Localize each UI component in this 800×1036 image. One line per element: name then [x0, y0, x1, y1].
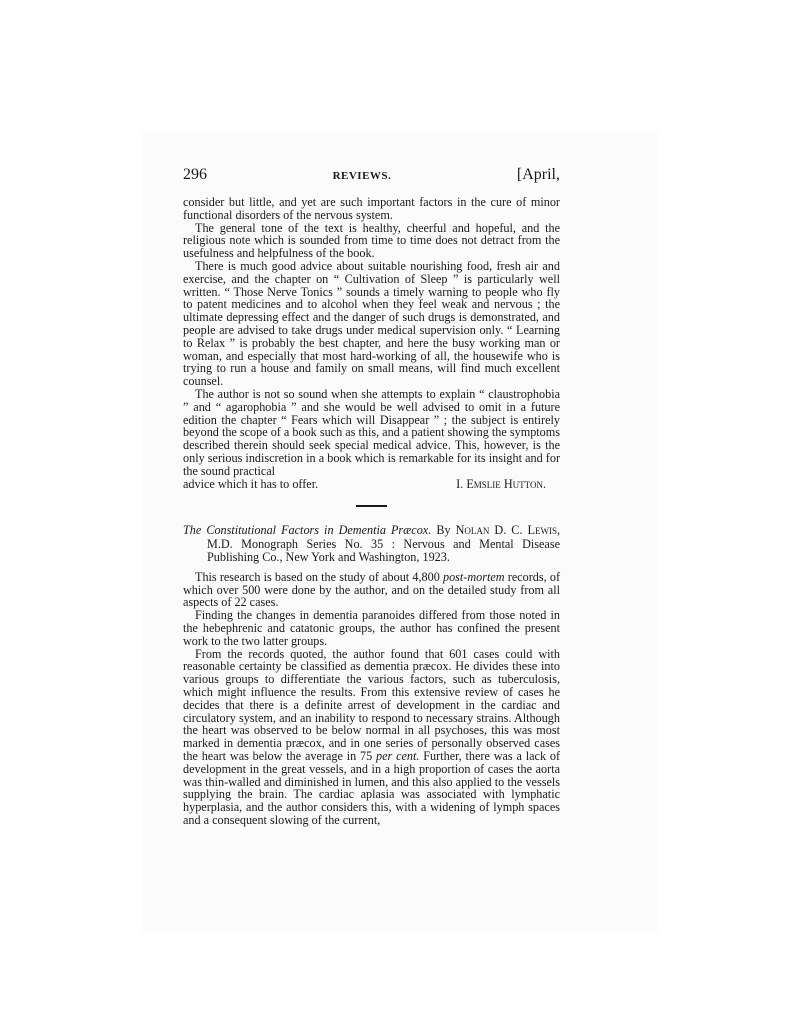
review2-p1-italic: post-mortem — [442, 569, 505, 584]
review1-paragraph-4: The author is not so sound when she attempts to explain “ claustrophobia ” and “ agarophobia ” and she would be well advised to omit in a future edition the chapter “ Fears which will Disappear ” ; the subject is entirely beyond the scope of a book such as this, and a patient showing the symptoms described therein should seek special medical advice. This, however, is the only serious indiscretion in a book which is remarkable for its insight and for the sound practical — [183, 386, 560, 478]
review2-paragraph-2: Finding the changes in dementia paranoides differed from those noted in the hebephrenic and catatonic groups, the author has confined the present work to the two latter groups. — [183, 608, 560, 648]
issue-month: [April, — [516, 166, 560, 183]
review2-author: Nolan D. C. Lewis — [455, 523, 557, 538]
page-number: 296 — [183, 166, 207, 183]
review1-paragraph-1: consider but little, and yet are such important factors in the cure of minor functional disorders of the nervous system. — [183, 195, 560, 222]
review1-paragraph-3: There is much good advice about suitable nourishing food, fresh air and exercise, and the chapter on “ Cultivation of Sleep ” is particularly well written. “ Those Nerve Tonics ” sounds a timely warning to people who fly to patent medicines and to alcohol when they feel weak and nervous ; the ultimate depressing effect and the danger of such drugs is demonstrated, and people are advised to take drugs under medical supervision only. “ Learning to Relax ” is probably the best chapter, and here the busy working man or woman, and especially that most hard-working of all, the housewife who is trying to run a house and family on small means, will find much excellent counsel. — [183, 258, 560, 389]
review2-by: By — [436, 523, 451, 538]
review1-last-line: advice which it has to offer. — [183, 476, 319, 491]
review1-closing-line — [183, 478, 560, 491]
running-title: REVIEWS. — [332, 170, 392, 182]
review2-p3-text-b: Further, there was a lack of development in the great vessels, and in a high proportion of cases the aorta was thin-walled and diminished in lumen, and this also applied to the vessels supplying the brain. The cardiac aplasia was associated with lymphatic hyperplasia, and the author considers this, with a widening of lymph spaces and a consequent slowing of the current, — [183, 748, 561, 827]
review2-p1-text-a: This research is based on the study of about 4,800 — [195, 569, 440, 584]
review2-citation — [183, 524, 560, 565]
text-column — [183, 166, 560, 827]
review2-p3-italic: per cent. — [376, 748, 420, 763]
reviewer-signature: I. Emslie Hutton. — [456, 476, 546, 491]
review2-paragraph-3 — [183, 648, 560, 827]
page-header — [183, 166, 560, 192]
review2-title: The Constitutional Factors in Dementia Præcox. — [183, 523, 432, 538]
review2-credentials: , M.D. Monograph Series No. 35 : Nervous and Mental Disease Publishing Co., New York and Washington, 1923. — [207, 523, 561, 565]
review2-p1-text-b: records, of which over 500 were done by the author, and on the detailed study from all aspects of 22 cases. — [183, 569, 560, 610]
section-divider — [356, 505, 387, 507]
review2-paragraph-1 — [183, 571, 560, 609]
review1-paragraph-2: The general tone of the text is healthy, cheerful and hopeful, and the religious note which is sounded from time to time does not detract from the usefulness and helpfulness of the book. — [183, 220, 560, 261]
review2-p3-text-a: From the records quoted, the author found that 601 cases could with reasonable certainty be classified as dementia præcox. He divides these into various groups to differentiate the various factors, such as tuberculosis, which might influence the results. From this extensive review of cases he decides that there is a definite arrest of development in the cardiac and circulatory system, and an inability to respond to necessary strains. Although the heart was observed to be below normal in all psychoses, this was most marked in dementia præcox, and in one series of personally observed cases the heart was below the average in 75 — [183, 646, 560, 763]
